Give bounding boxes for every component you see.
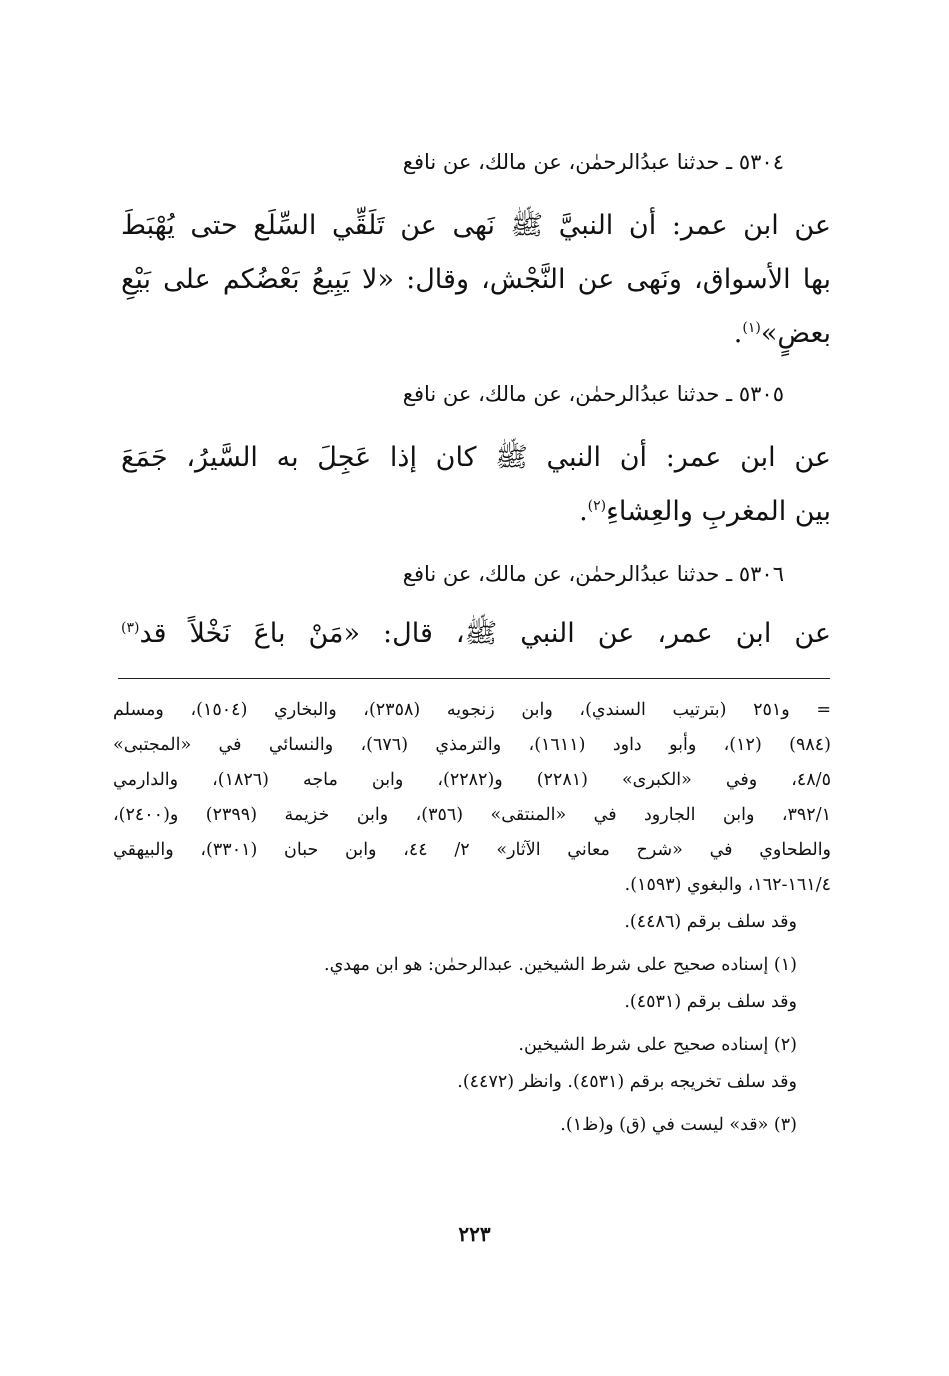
hadith-5305-heading: ٥٣٠٥ ـ حدثنا عبدُالرحمٰن، عن مالك، عن نافع [402, 382, 784, 406]
footnote-continuation-line-4: ٣٩٢/١، وابن الجارود في «المنتقى» (٣٥٦)، وابن خزيمة (٢٣٩٩) و(٢٤٠٠)، [113, 805, 831, 825]
footnote-ref-3: (٣) [121, 620, 140, 636]
footnote-2-ref: وقد سلف تخريجه برقم (٤٥٣١). وانظر (٤٤٧٢). [457, 1072, 797, 1092]
footnote-3: (٣) «قد» ليست في (ق) و(ظ١). [560, 1115, 797, 1135]
footnote-continuation-line-3: ٤٨/٥، وفي «الكبرى» (٢٢٨١) و(٢٢٨٢)، وابن ماجه (١٨٢٦)، والدارمي [113, 770, 831, 790]
footnote-2: (٢) إسناده صحيح على شرط الشيخين. [518, 1035, 797, 1055]
page-number: ٢٢٣ [458, 1222, 491, 1246]
footnote-continuation-line-5: والطحاوي في «شرح معاني الآثار» ٢/ ٤٤، وابن حبان (٣٣٠١)، والبيهقي [113, 840, 832, 860]
footnote-ref-1: (١) [742, 320, 761, 336]
hadith-5304-line-3 [121, 318, 831, 349]
hadith-5304-line-1: عن ابن عمر: أن النبيَّ ﷺ نَهى عن تَلَقِّي السِّلَع حتى يُهْبَطَ [121, 210, 831, 241]
hadith-5305-line-2-end: . [579, 496, 588, 527]
hadith-5306-line-1-text: عن ابن عمر، عن النبي ﷺ، قال: «مَنْ باعَ نَخْلاً قد [139, 618, 831, 649]
footnote-1-ref: وقد سلف برقم (٤٥٣١). [624, 992, 797, 1012]
footnote-continuation-line-2: (٩٨٤) (١٢)، وأبو داود (١٦١١)، والترمذي (٦٧٦)، والنسائي في «المجتبى» [113, 735, 831, 755]
footnote-ref-2: (٢) [587, 498, 607, 514]
hadith-5304-line-2: بها الأسواق، ونَهى عن النَّجْش، وقال: «لا يَبِيعُ بَعْضُكم على بَيْعِ [121, 264, 831, 295]
hadith-5305-line-2-text: بين المغربِ والعِشاءِ [606, 496, 831, 527]
hadith-5306-heading: ٥٣٠٦ ـ حدثنا عبدُالرحمٰن، عن مالك، عن نافع [402, 562, 784, 586]
hadith-5305-line-1: عن ابن عمر: أن النبي ﷺ كان إذا عَجِلَ به السَّيرُ، جَمَعَ [121, 442, 831, 473]
hadith-5304-line-3-text: بعضٍ» [760, 318, 831, 349]
hadith-5306-line-1 [121, 616, 831, 656]
footnote-continuation-line-1: = و٢٥١ (بترتيب السندي)، وابن زنجويه (٢٣٥٨)، والبخاري (١٥٠٤)، ومسلم [113, 700, 831, 720]
footnote-continuation-ref: وقد سلف برقم (٤٤٨٦). [624, 912, 797, 932]
hadith-5304-heading: ٥٣٠٤ ـ حدثنا عبدُالرحمٰن، عن مالك، عن نافع [402, 150, 784, 174]
footnote-separator [118, 678, 830, 679]
footnote-continuation-line-6: ١٦١/٤-١٦٢، والبغوي (١٥٩٣). [624, 875, 831, 895]
hadith-5304-line-3-end: . [733, 318, 743, 349]
footnote-1: (١) إسناده صحيح على شرط الشيخين. عبدالرحمٰن: هو ابن مهدي. [324, 955, 797, 975]
hadith-5305-line-2 [121, 496, 831, 527]
